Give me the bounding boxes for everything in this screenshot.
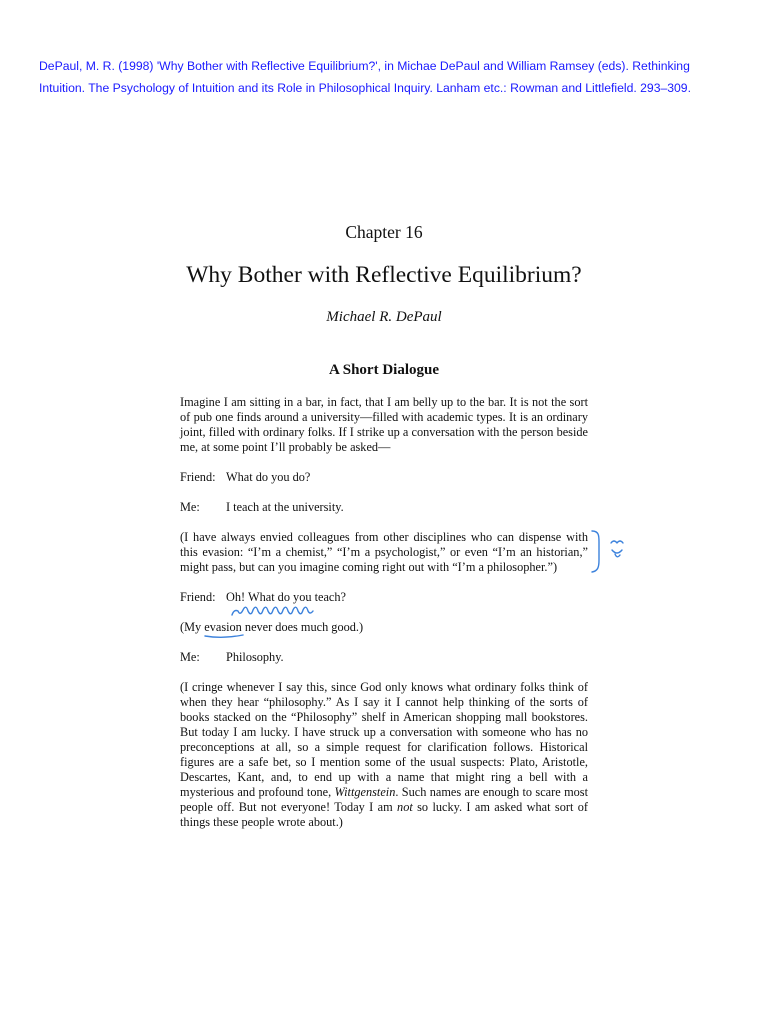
speaker-label: Me:: [180, 650, 200, 664]
dialogue-line: [180, 470, 588, 485]
dialogue-text: Philosophy.: [226, 650, 284, 664]
dialogue-line: [180, 590, 588, 605]
section-heading: A Short Dialogue: [328, 362, 439, 378]
margin-bracket: [592, 531, 599, 572]
author-name: Michael R. DePaul: [326, 309, 442, 325]
dialogue-text: What do you do?: [226, 470, 311, 484]
underlined-word: evasion: [204, 620, 242, 634]
paragraph: Imagine I am sitting in a bar, in fact, that I am belly up to the bar. It is not the sort of pub one finds around a university—filled with academic types. It is an ordinary joint, filled with ordinary folks. If I strike up a conversation with the person beside me, at some point I’ll probably be asked—: [180, 395, 588, 454]
dialogue-text: I teach at the university.: [226, 500, 344, 514]
chapter-label: Chapter 16: [345, 222, 423, 242]
dialogue-line: [180, 500, 588, 515]
paragraph: (I have always envied colleagues from other disciplines who can dispense with this evasion: “I’m a chemist,” “I’m a psychologist,” or even “I’m an historian,” might pass, but can you imagine coming right out with “I’m a philosopher.”): [180, 530, 588, 574]
italic-run: not: [397, 800, 413, 814]
smiley-doodle: [611, 541, 623, 557]
speaker-label: Me:: [180, 500, 200, 514]
paragraph: [180, 680, 588, 830]
text-run: . Such names are enough to scare most people off. But not everyone! Today I am: [180, 785, 588, 814]
speaker-label: Friend:: [180, 590, 216, 604]
dialogue-text: Oh! What do you teach?: [226, 590, 346, 604]
speaker-label: Friend:: [180, 470, 216, 484]
citation: DePaul, M. R. (1998) 'Why Bother with Reflective Equilibrium?', in Michae DePaul and William Ramsey (eds). Rethinking Intuition. The Psychology of Intuition and its Role in Philosophical Inquiry. Lanham etc.: Rowman and Littlefield. 293–309.: [39, 59, 691, 95]
italic-run: Wittgenstein: [334, 785, 396, 799]
chapter-title: Why Bother with Reflective Equilibrium?: [186, 262, 582, 288]
text-run: (My: [180, 620, 205, 634]
body-text: [180, 395, 588, 845]
text-run: (I cringe whenever I say this, since God only knows what ordinary folks think of when they hear “philosophy.” As I say it I cannot help thinking of the sorts of books stacked on the “Philosophy” shelf in American shopping mall bookstores. But today I am lucky. I have struck up a conversation with someone who has no preconceptions at all, so a simple request for clarification follows. Historical figures are a safe bet, so I mention some of the usual suspects: Plato, Aristotle, Descartes, Kant, and, to end up with a name that might ring a bell with a mysterious and profound tone,: [180, 680, 588, 799]
dialogue-line: [180, 650, 588, 665]
paragraph: [180, 620, 588, 635]
text-run: never does much good.): [241, 620, 364, 634]
text-run: so lucky. I am asked what sort of things these people wrote about.): [180, 800, 588, 829]
